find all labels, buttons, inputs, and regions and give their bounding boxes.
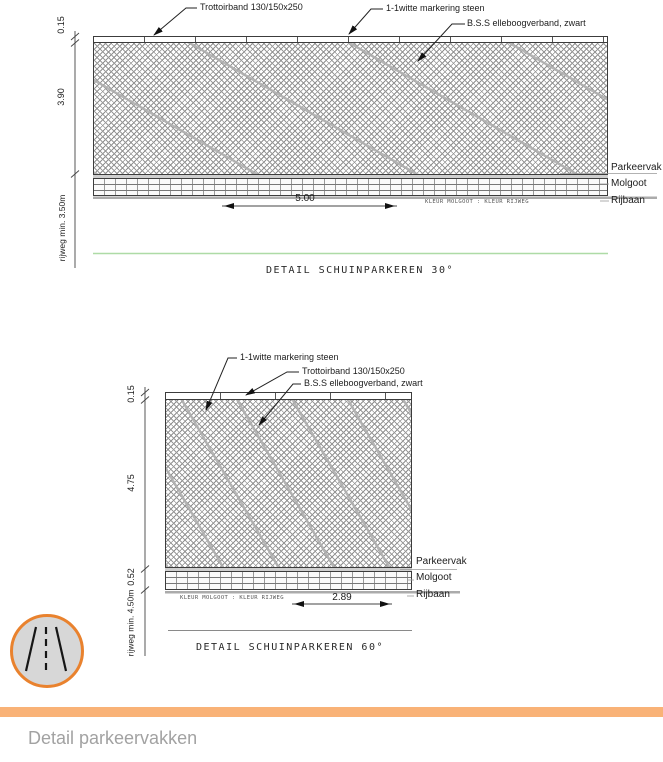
detail30-label-rijbaan: Rijbaan — [611, 195, 645, 206]
detail30-callout-markering: 1-1witte markering steen — [386, 3, 485, 13]
detail60-color-note: KLEUR MOLGOOT : KLEUR RIJWEG — [180, 595, 284, 601]
detail60-label-molgoot: Molgoot — [416, 572, 452, 583]
detail60-callout-trottoirband: Trottoirband 130/150x250 — [302, 366, 405, 376]
detail30-dim-width: 5.00 — [295, 193, 315, 204]
page-caption: Detail parkeervakken — [28, 728, 198, 748]
leader-lines — [154, 8, 465, 425]
road-icon — [10, 614, 84, 688]
dimension-lines — [71, 31, 397, 656]
detail60-callout-markering: 1-1witte markering steen — [240, 352, 339, 362]
detail60-dim-width: 2.89 — [332, 592, 352, 603]
road-icon-glyph — [13, 617, 81, 685]
detail30-dim-road: rijweg min. 3.50m — [57, 194, 67, 262]
detail30-dim-depth: 3.90 — [56, 88, 66, 106]
detail60-dim-road: rijweg min. 4.50m — [125, 589, 136, 657]
detail30-title: DETAIL SCHUINPARKEREN 30° — [265, 265, 454, 276]
detail60-dim-gutter: 0.52 — [126, 568, 136, 586]
detail30-dim-curb: 0.15 — [56, 16, 66, 34]
detail30-label-molgoot: Molgoot — [611, 178, 647, 189]
detail60-title: DETAIL SCHUINPARKEREN 60° — [195, 642, 384, 653]
detail30-label-parkeervak: Parkeervak — [611, 162, 662, 173]
accent-bar — [0, 707, 663, 717]
detail60-dim-depth: 4.75 — [126, 474, 136, 492]
detail60-label-parkeervak: Parkeervak — [416, 556, 467, 567]
detail30-callout-trottoirband: Trottoirband 130/150x250 — [200, 2, 303, 12]
detail60-dim-curb: 0.15 — [126, 385, 136, 403]
detail30-color-note: KLEUR MOLGOOT : KLEUR RIJWEG — [425, 199, 529, 205]
detail30-callout-elleboogverband: B.S.S elleboogverband, zwart — [467, 18, 586, 28]
road-axis-lines — [93, 254, 608, 631]
detail60-label-rijbaan: Rijbaan — [416, 589, 450, 600]
detail60-callout-elleboogverband: B.S.S elleboogverband, zwart — [304, 378, 423, 388]
